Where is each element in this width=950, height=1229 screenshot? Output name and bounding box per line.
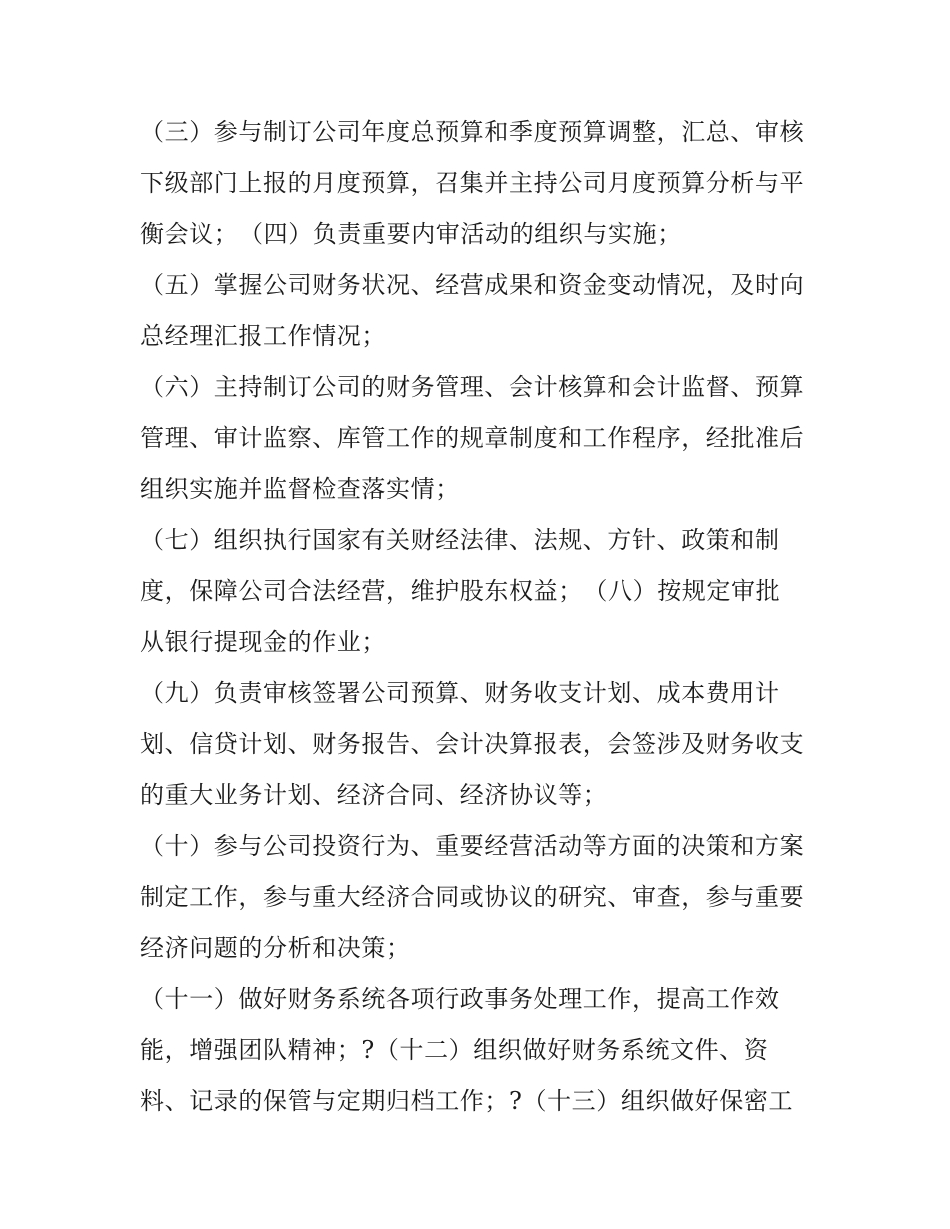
text-line: （七）组织执行国家有关财经法律、法规、方针、政策和制 — [140, 526, 780, 554]
text-line: 总经理汇报工作情况； — [140, 322, 386, 350]
text-line: 度，保障公司合法经营，维护股东权益； （八）按规定审批 — [140, 577, 781, 605]
text-line: 组织实施并监督检查落实情； — [140, 475, 460, 503]
text-line: 管理、审计监察、库管工作的规章制度和工作程序，经批准后 — [140, 424, 805, 452]
text-line: 衡会议； （四）负责重要内审活动的组织与实施； — [140, 220, 682, 248]
text-line: 的重大业务计划、经济合同、经济协议等； — [140, 781, 608, 809]
text-line: 下级部门上报的月度预算，召集并主持公司月度预算分析与平 — [140, 169, 805, 197]
text-line: （五）掌握公司财务状况、经营成果和资金变动情况，及时向 — [140, 271, 805, 299]
text-line: （十一）做好财务系统各项行政事务处理工作，提高工作效 — [140, 985, 780, 1013]
text-line: （三）参与制订公司年度总预算和季度预算调整，汇总、审核 — [140, 118, 805, 146]
text-line: 从银行提现金的作业； — [140, 628, 386, 656]
text-line: 制定工作，参与重大经济合同或协议的研究、审查，参与重要 — [140, 883, 805, 911]
text-line: 经济问题的分析和决策； — [140, 934, 411, 962]
text-line: 能，增强团队精神；?（十二）组织做好财务系统文件、资 — [140, 1036, 769, 1064]
text-line: （九）负责审核签署公司预算、财务收支计划、成本费用计 — [140, 679, 780, 707]
text-line: （十）参与公司投资行为、重要经营活动等方面的决策和方案 — [140, 832, 805, 860]
text-line: 划、信贷计划、财务报告、会计决算报表，会签涉及财务收支 — [140, 730, 805, 758]
document-body — [140, 107, 820, 1127]
text-line: （六）主持制订公司的财务管理、会计核算和会计监督、预算 — [140, 373, 805, 401]
text-line: 料、记录的保管与定期归档工作；?（十三）组织做好保密工 — [140, 1087, 794, 1115]
